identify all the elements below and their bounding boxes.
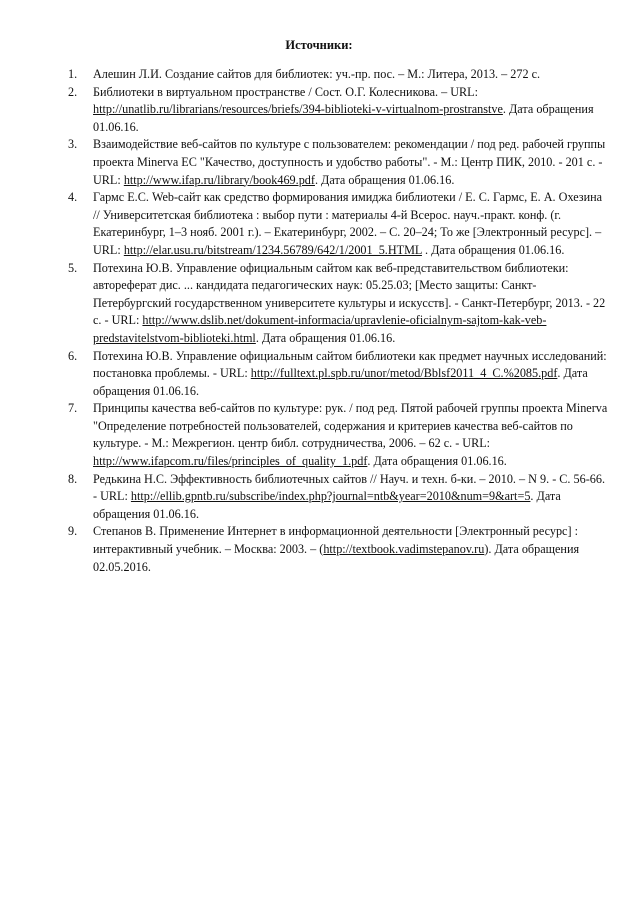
- reference-item: [68, 471, 611, 524]
- reference-item: [68, 523, 611, 576]
- reference-text: . Дата обращения 01.06.16.: [93, 102, 594, 134]
- reference-link[interactable]: http://textbook.vadimstepanov.ru: [323, 542, 485, 557]
- reference-number: 9.: [68, 524, 78, 539]
- reference-text: Алешин Л.И. Создание сайтов для библиотек: уч.-пр. пос. – М.: Литера, 2013. – 272 с.: [93, 67, 541, 81]
- reference-text: . Дата обращения 01.06.16.: [255, 330, 396, 345]
- reference-item: [68, 84, 611, 137]
- reference-text: Гармс Е.С. Web-сайт как средство формирования имиджа библиотеки / Е. С. Гармс, Е. А. Охезина // Университетская библиотека : выбор пути : материалы 4-й Всерос. науч.-практ. конф. (г. Екатеринбург, 1–3 нояб. 2001 г.). – Екатеринбург, 2002. – С. 20–24; То же [Электронный ресурс]. – URL:: [93, 190, 603, 257]
- reference-item: [68, 260, 611, 348]
- reference-number: 4.: [68, 190, 78, 205]
- reference-link[interactable]: http://unatlib.ru/librarians/resources/briefs/394-biblioteki-v-virtualnom-prostranstve: [93, 102, 503, 117]
- reference-number: 3.: [68, 137, 78, 152]
- reference-text: . Дата обращения 01.06.16.: [367, 454, 507, 469]
- reference-text: . Дата обращения 01.06.16.: [93, 366, 588, 398]
- reference-link[interactable]: http://www.ifap.ru/library/book469.pdf: [123, 172, 315, 187]
- reference-text: . Дата обращения 01.06.16.: [421, 242, 565, 257]
- reference-item: [68, 400, 611, 470]
- reference-number: 2.: [68, 84, 78, 99]
- reference-number: 8.: [68, 471, 78, 486]
- reference-number: 1.: [68, 67, 78, 81]
- reference-number: 7.: [68, 401, 78, 416]
- reference-text: Потехина Ю.В. Управление официальным сайтом библиотеки как предмет научных исследований: постановка проблемы. - URL:: [93, 348, 607, 381]
- reference-item: [68, 66, 611, 84]
- reference-text: Библиотеки в виртуальном пространстве / Сост. О.Г. Колесникова. – URL:: [93, 84, 478, 99]
- reference-text: . Дата обращения 01.06.16.: [314, 172, 455, 187]
- reference-text: Степанов В. Применение Интернет в информационной деятельности [Электронный ресурс] : интерактивный учебник. – Москва: 2003. – (: [93, 524, 578, 557]
- page-title: Источники:: [285, 38, 353, 52]
- reference-link[interactable]: http://ellib.gpntb.ru/subscribe/index.php?journal=ntb&year=2010&num=9&art=5: [130, 489, 531, 504]
- reference-item: [68, 189, 611, 259]
- reference-link[interactable]: http://fulltext.pl.spb.ru/unor/metod/Bblsf2011_4_C.%2085.pdf: [250, 366, 558, 381]
- reference-link[interactable]: http://www.dslib.net/dokument-informacia/upravlenie-oficialnym-sajtom-kak-veb-predstavitelstvom-biblioteki.html: [93, 313, 547, 345]
- reference-item: [68, 136, 611, 189]
- reference-number: 5.: [68, 260, 78, 275]
- reference-text: Взаимодействие веб-сайтов по культуре с пользователем: рекомендации / под ред. рабочей группы проекта Minerva EC "Качество, доступность и удобство работы". - М.: Центр ПИК, 2010. - 201 с. - URL:: [93, 137, 606, 187]
- reference-link[interactable]: http://www.ifapcom.ru/files/principles_of_quality_1.pdf: [93, 454, 368, 469]
- reference-text: ). Дата обращения 02.05.2016.: [93, 542, 580, 574]
- reference-list: [68, 66, 611, 576]
- reference-link[interactable]: http://elar.usu.ru/bitstream/1234.56789/642/1/2001_5.HTML: [123, 242, 422, 257]
- reference-text: Редькина Н.С. Эффективность библиотечных сайтов // Науч. и техн. б-ки. – 2010. – N 9. - С. 56-66. - URL:: [93, 471, 606, 504]
- reference-text: Принципы качества веб-сайтов по культуре: рук. / под ред. Пятой рабочей группы проекта Minerva "Определение потребностей пользователей, содержания и критериев качества веб-сайтов по культуре. - М.: Межрегион. центр библ. сотрудничества, 2006. – 62 с. - URL:: [93, 401, 608, 451]
- reference-item: [68, 348, 611, 401]
- reference-text: . Дата обращения 01.06.16.: [93, 489, 561, 521]
- reference-text: Потехина Ю.В. Управление официальным сайтом как веб-представительством библиотеки: автореферат дис. ... кандидата педагогических наук: 05.25.03; [Место защиты: Санкт-Петербургский государственном университете культуры и искусств]. - Санкт-Петербург, 2013. - 22 с. - URL:: [93, 260, 606, 328]
- reference-number: 6.: [68, 348, 78, 363]
